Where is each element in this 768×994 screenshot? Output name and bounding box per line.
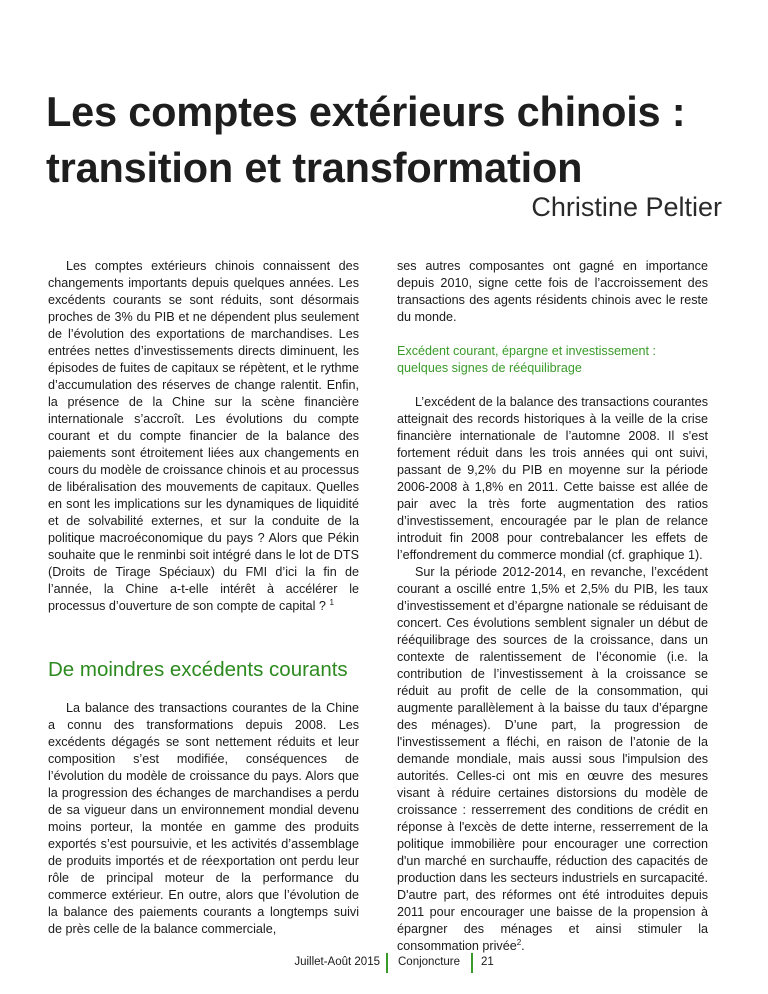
body-paragraph: La balance des transactions courantes de la Chine a connu des transformations depuis 2008. Les excédents dégagés se sont nettement réduits et leur composition s’est modifiée, conséquences de l’évolution du modèle de croissance du pays. Alors que la progression des échanges de marchandises a perdu de sa vigueur dans un environnement mondial devenu moins porteur, la montée en gamme des produits exportés s’est poursuivie, et les activités d’assemblage de produits importés et de réexportation ont perdu leur rôle de principal moteur de la performance du commerce extérieur. En outre, alors que l’évolution de la balance des paiements courants a longtemps suivi de près celle de la balance commerciale, xyxy=(48,701,359,936)
page-footer xyxy=(0,953,768,973)
left-column xyxy=(48,258,359,938)
publication-name: Conjoncture xyxy=(398,956,461,968)
issue-date: Juillet-Août 2015 xyxy=(294,956,380,968)
subsection-heading: Excédent courant, épargne et investissement : quelques signes de rééquilibrage xyxy=(397,344,657,375)
author-name: Christine Peltier xyxy=(531,192,722,222)
title-line-1: Les comptes extérieurs chinois : xyxy=(46,88,686,135)
sentence-end: . xyxy=(521,939,525,953)
page-number: 21 xyxy=(481,956,494,968)
intro-paragraph xyxy=(48,258,359,615)
footer-divider xyxy=(471,953,473,973)
title-line-2: transition et transformation xyxy=(46,144,583,191)
intro-text: Les comptes extérieurs chinois connaissent des changements importants depuis quelques années. Les excédents courants se sont réduits, sont désormais proches de 3% du PIB et ne dépendent plus seulement de l’évolution des exportations de marchandises. Les entrées nettes d’investissements directs diminuent, les épisodes de fuites de capitaux se répètent, et le rythme d’accumulation des réserves de change ralentit. Enfin, la présence de la Chine sur la scène financière internationale s’accroît. Les évolutions du compte courant et du compte financier de la balance des paiements sont étroitement liées aux changements en cours du modèle de croissance chinois et au processus de libéralisation des mouvements de capitaux. Quelles en sont les implications sur les dynamiques de liquidité et de solvabilité externes, et sur la conduite de la politique macroéconomique du pays ? Alors que Pékin souhaite que le renminbi soit intégré dans le lot de DTS (Droits de Tirage Spéciaux) du FMI d’ici la fin de l’année, la Chine a-t-elle intérêt à accélérer le processus d’ouverture de son compte de capital ? xyxy=(48,259,359,613)
body-paragraph: L’excédent de la balance des transactions courantes atteignait des records historiques à la veille de la crise financière internationale de l’automne 2008. Il s'est fortement réduit dans les trois années qui ont suivi, passant de 9,2% du PIB en moyenne sur la période 2006-2008 à 1,8% en 2011. Cette baisse est allée de pair avec la très forte augmentation des ratios d’investissement, encouragée par le plan de relance introduit fin 2008 pour contrebalancer les effets de l’effondrement du commerce mondial (cf. graphique 1). xyxy=(397,395,708,562)
section-heading: De moindres excédents courants xyxy=(48,658,348,681)
body-text: Sur la période 2012-2014, en revanche, l’excédent courant a oscillé entre 1,5% et 2,5% du PIB, les taux d’investissement et d’épargne nationale se réduisant de concert. Ces évolutions semblent signaler un début de rééquilibrage des sources de la croissance, dans un contexte de ralentissement de l’économie (i.e. la contribution de l’investissement à la croissance se réduit au profit de celle de la consommation, qui augmente parallèlement à la baisse du taux d’épargne des ménages). D’une part, la progression de l'investissement a fléchi, en raison de l’atonie de la demande mondiale, mais aussi sous l'impulsion des autorités. Celles-ci ont mis en œuvre des mesures visant à réduire certaines distorsions du modèle de croissance : resserrement des conditions de crédit en réponse à l'excès de dette interne, resserrement de la politique immobilière pour encourager une correction d'un marché en surchauffe, réduction des capacités de production dans les secteurs industriels en surcapacité. D'autre part, des réformes ont été introduites depuis 2011 pour encourager une baisse de la propension à épargner des ménages et ainsi stimuler la consommation privée xyxy=(397,565,708,953)
footer-divider xyxy=(386,953,388,973)
footnote-ref-2[interactable]: 2 xyxy=(516,937,522,947)
body-paragraph xyxy=(397,564,708,955)
right-column xyxy=(397,258,708,955)
footnote-ref-1[interactable]: 1 xyxy=(329,597,334,607)
article-title xyxy=(46,84,746,196)
continued-paragraph: ses autres composantes ont gagné en importance depuis 2010, signe cette fois de l’accroissement des transactions des agents résidents chinois avec le reste du monde. xyxy=(397,259,708,324)
